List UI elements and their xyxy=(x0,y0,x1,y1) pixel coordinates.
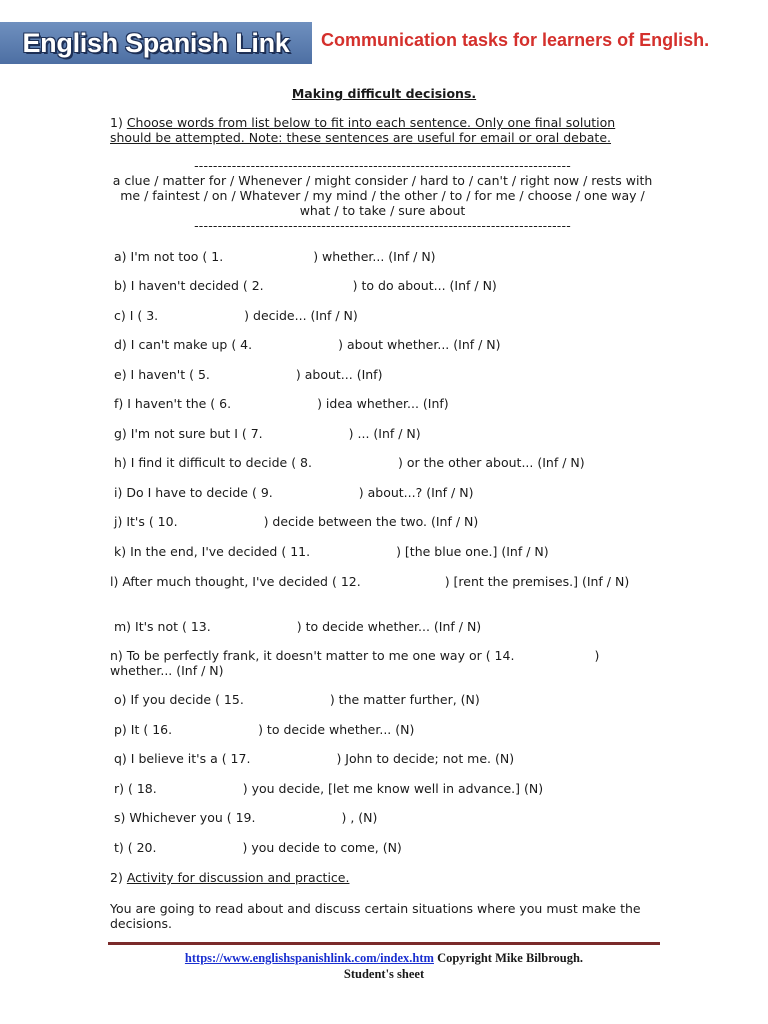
question-r: r) ( 18. ) you decide, [let me know well in advance.] (N) xyxy=(114,781,544,796)
question-j: j) It's ( 10. ) decide between the two. (Inf / N) xyxy=(114,514,479,529)
word-list-separator-top: -------------------------------------------------------------------------------- xyxy=(194,158,571,173)
instructions xyxy=(110,115,655,145)
question-p: p) It ( 16. ) to decide whether... (N) xyxy=(114,722,415,737)
footer xyxy=(0,950,768,982)
question-d: d) I can't make up ( 4. ) about whether... (Inf / N) xyxy=(114,337,501,352)
instructions-text: Choose words from list below to fit into each sentence. Only one final solution should be attempted. Note: these sentences are useful for email or oral debate. xyxy=(110,115,616,145)
question-f: f) I haven't the ( 6. ) idea whether... (Inf) xyxy=(114,396,449,411)
question-c: c) I ( 3. ) decide... (Inf / N) xyxy=(114,308,358,323)
logo xyxy=(0,22,312,64)
question-n: n) To be perfectly frank, it doesn't matter to me one way or ( 14. ) whether... (Inf / N) xyxy=(110,648,600,678)
question-m: m) It's not ( 13. ) to decide whether... (Inf / N) xyxy=(114,619,482,634)
logo-text: English Spanish Link xyxy=(22,27,290,58)
question-a: a) I'm not too ( 1. ) whether... (Inf / N) xyxy=(114,249,436,264)
word-list-box xyxy=(110,158,655,233)
footer-copyright: Copyright Mike Bilbrough. xyxy=(437,951,584,965)
question-g: g) I'm not sure but I ( 7. ) ... (Inf / N) xyxy=(114,426,421,441)
question-q: q) I believe it's a ( 17. ) John to decide; not me. (N) xyxy=(114,751,515,766)
question-k: k) In the end, I've decided ( 11. ) [the blue one.] (Inf / N) xyxy=(114,544,549,559)
page-title: Making difficult decisions. xyxy=(291,86,477,101)
section-2-title: Activity for discussion and practice. xyxy=(126,870,350,885)
footer-sheet-label: Student's sheet xyxy=(343,967,425,981)
question-i: i) Do I have to decide ( 9. ) about...? (Inf / N) xyxy=(114,485,474,500)
instructions-number: 1) xyxy=(110,115,123,130)
question-s: s) Whichever you ( 19. ) , (N) xyxy=(114,810,378,825)
question-o: o) If you decide ( 15. ) the matter further, (N) xyxy=(114,692,480,707)
word-list: a clue / matter for / Whenever / might consider / hard to / can't / right now / rests with me / faintest / on / Whatever / my mind / the other / to / for me / choose / one way / what / to take / sure about xyxy=(112,173,653,218)
footer-link[interactable]: https://www.englishspanishlink.com/index.htm xyxy=(184,951,434,965)
question-h: h) I find it difficult to decide ( 8. ) or the other about... (Inf / N) xyxy=(114,455,585,470)
section-2-number: 2) xyxy=(110,870,123,885)
tagline: Communication tasks for learners of English. xyxy=(321,30,710,50)
footer-divider xyxy=(108,942,660,945)
question-e: e) I haven't ( 5. ) about... (Inf) xyxy=(114,367,383,382)
question-b: b) I haven't decided ( 2. ) to do about... (Inf / N) xyxy=(114,278,497,293)
word-list-separator-bottom: -------------------------------------------------------------------------------- xyxy=(194,218,571,233)
question-t: t) ( 20. ) you decide to come, (N) xyxy=(114,840,402,855)
question-l: l) After much thought, I've decided ( 12. ) [rent the premises.] (Inf / N) xyxy=(110,574,630,589)
section-2-heading xyxy=(110,870,349,885)
section-2-text: You are going to read about and discuss certain situations where you must make the decisions. xyxy=(110,901,641,931)
